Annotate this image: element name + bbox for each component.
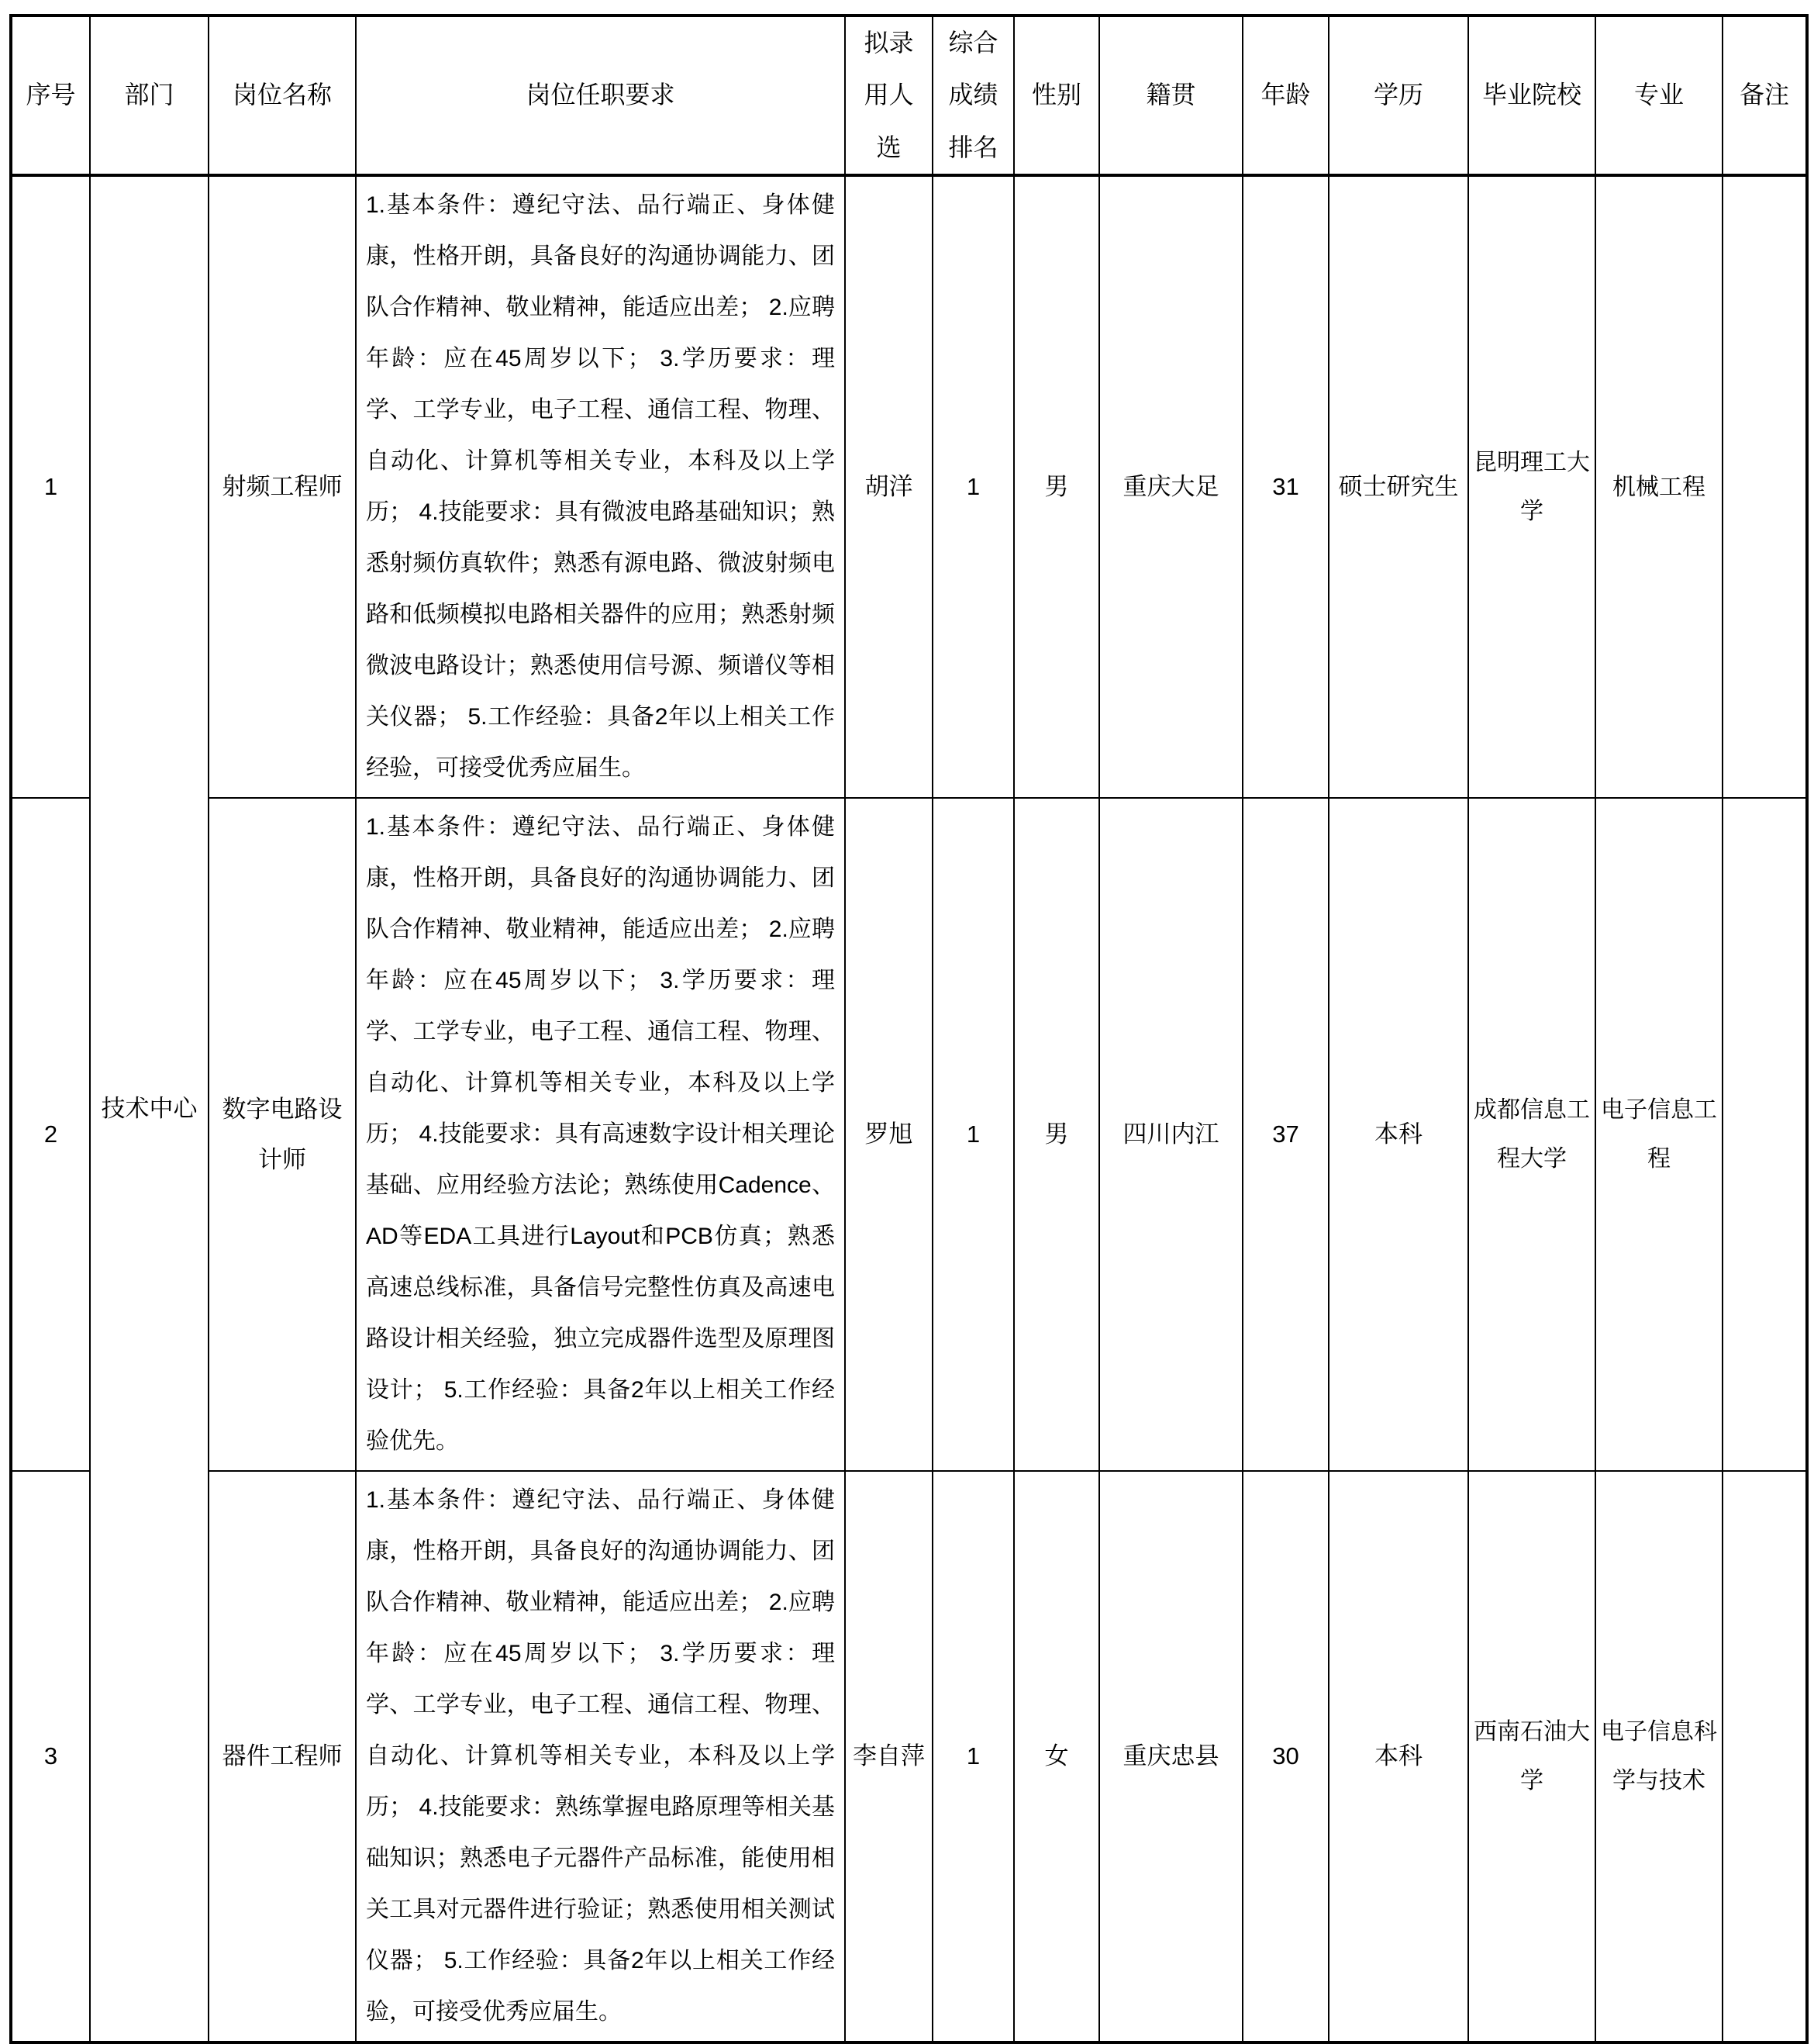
cell-hometown: 重庆大足 <box>1099 175 1243 798</box>
cell-requirements: 1.基本条件：遵纪守法、品行端正、身体健康，性格开朗，具备良好的沟通协调能力、团队合作精神、敬业精神，能适应出差； 2.应聘年龄：应在45周岁以下； 3.学历要求：理学、工学专业，电子工程、通信工程、物理、自动化、计算机等相关专业，本科及以上学历； 4.技能要求：具有微波电路基础知识；熟悉射频仿真软件；熟悉有源电路、微波射频电路和低频模拟电路相关器件的应用；熟悉射频微波电路设计；熟悉使用信号源、频谱仪等相关仪器； 5.工作经验：具备2年以上相关工作经验，可接受优秀应届生。 <box>356 175 845 798</box>
header-hometown: 籍贯 <box>1099 16 1243 175</box>
header-position: 岗位名称 <box>209 16 356 175</box>
cell-remark <box>1723 798 1807 1471</box>
cell-major: 电子信息工程 <box>1595 798 1723 1471</box>
cell-rank: 1 <box>933 1471 1014 2042</box>
cell-seq: 2 <box>11 798 90 1471</box>
header-row <box>11 16 1807 175</box>
cell-requirements: 1.基本条件：遵纪守法、品行端正、身体健康，性格开朗，具备良好的沟通协调能力、团队合作精神、敬业精神，能适应出差； 2.应聘年龄：应在45周岁以下； 3.学历要求：理学、工学专业，电子工程、通信工程、物理、自动化、计算机等相关专业，本科及以上学历； 4.技能要求：熟练掌握电路原理等相关基础知识；熟悉电子元器件产品标准，能使用相关工具对元器件进行验证；熟悉使用相关测试仪器； 5.工作经验：具备2年以上相关工作经验，可接受优秀应届生。 <box>356 1471 845 2042</box>
header-remark: 备注 <box>1723 16 1807 175</box>
cell-candidate: 李自萍 <box>845 1471 933 2042</box>
header-education: 学历 <box>1329 16 1468 175</box>
cell-remark <box>1723 175 1807 798</box>
cell-hometown: 四川内江 <box>1099 798 1243 1471</box>
cell-school: 成都信息工程大学 <box>1468 798 1595 1471</box>
cell-position: 器件工程师 <box>209 1471 356 2042</box>
cell-remark <box>1723 1471 1807 2042</box>
cell-education: 本科 <box>1329 1471 1468 2042</box>
cell-school: 昆明理工大学 <box>1468 175 1595 798</box>
table-row <box>11 798 1807 1471</box>
header-department: 部门 <box>90 16 209 175</box>
cell-rank: 1 <box>933 798 1014 1471</box>
cell-age: 30 <box>1243 1471 1329 2042</box>
table-row <box>11 1471 1807 2042</box>
recruitment-table <box>9 14 1809 2044</box>
cell-major: 机械工程 <box>1595 175 1723 798</box>
header-major: 专业 <box>1595 16 1723 175</box>
header-requirements: 岗位任职要求 <box>356 16 845 175</box>
cell-school: 西南石油大学 <box>1468 1471 1595 2042</box>
cell-seq: 3 <box>11 1471 90 2042</box>
table-row <box>11 175 1807 798</box>
header-seq: 序号 <box>11 16 90 175</box>
header-school: 毕业院校 <box>1468 16 1595 175</box>
cell-department: 技术中心 <box>90 175 209 2042</box>
cell-candidate: 胡洋 <box>845 175 933 798</box>
cell-hometown: 重庆忠县 <box>1099 1471 1243 2042</box>
cell-age: 37 <box>1243 798 1329 1471</box>
cell-major: 电子信息科学与技术 <box>1595 1471 1723 2042</box>
cell-education: 本科 <box>1329 798 1468 1471</box>
cell-gender: 男 <box>1014 175 1099 798</box>
header-age: 年龄 <box>1243 16 1329 175</box>
cell-position: 数字电路设计师 <box>209 798 356 1471</box>
cell-age: 31 <box>1243 175 1329 798</box>
cell-position: 射频工程师 <box>209 175 356 798</box>
cell-seq: 1 <box>11 175 90 798</box>
cell-education: 硕士研究生 <box>1329 175 1468 798</box>
header-gender: 性别 <box>1014 16 1099 175</box>
cell-rank: 1 <box>933 175 1014 798</box>
header-rank: 综合成绩排名 <box>933 16 1014 175</box>
cell-candidate: 罗旭 <box>845 798 933 1471</box>
cell-gender: 男 <box>1014 798 1099 1471</box>
header-candidate: 拟录用人选 <box>845 16 933 175</box>
cell-gender: 女 <box>1014 1471 1099 2042</box>
cell-requirements: 1.基本条件：遵纪守法、品行端正、身体健康，性格开朗，具备良好的沟通协调能力、团队合作精神、敬业精神，能适应出差； 2.应聘年龄：应在45周岁以下； 3.学历要求：理学、工学专业，电子工程、通信工程、物理、自动化、计算机等相关专业，本科及以上学历； 4.技能要求：具有高速数字设计相关理论基础、应用经验方法论；熟练使用Cadence、AD等EDA工具进行Layout和PCB仿真；熟悉高速总线标准，具备信号完整性仿真及高速电路设计相关经验，独立完成器件选型及原理图设计； 5.工作经验：具备2年以上相关工作经验优先。 <box>356 798 845 1471</box>
